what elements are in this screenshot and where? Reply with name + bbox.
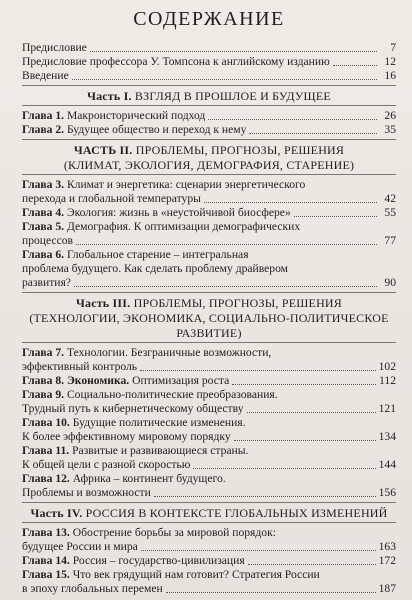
- toc-entry-chapter-15: [22, 568, 396, 596]
- page-number: 42: [384, 192, 396, 205]
- chapter-label: Глава 6.: [22, 248, 65, 261]
- part-label: Часть IV.: [30, 506, 83, 520]
- chapter-title-line: Обострение борьбы за мировой порядок:: [72, 526, 276, 539]
- toc-entry-chapter-8: [22, 374, 396, 388]
- entry-text: [22, 206, 291, 220]
- chapter-label: Глава 13.: [22, 526, 70, 539]
- part-4-heading: [22, 506, 396, 520]
- chapter-title-line: К более эффективному мировому порядку: [22, 430, 231, 443]
- toc-entry-chapter-12: [22, 472, 396, 500]
- chapter-label: Глава 4.: [22, 206, 65, 219]
- chapter-title-line: Развитые и развивающиеся страны.: [72, 444, 249, 457]
- page-number: 187: [378, 582, 396, 595]
- leader-dots: [166, 592, 376, 593]
- toc-entry-chapter-10: [22, 416, 396, 444]
- page-number: 35: [384, 123, 396, 136]
- chapter-title-line: Демография. К оптимизации демографических: [66, 220, 301, 233]
- divider: [22, 522, 396, 523]
- chapter-title-line: Проблемы и возможности: [22, 486, 151, 499]
- leader-dots: [249, 133, 377, 134]
- toc-entry-chapter-11: [22, 444, 396, 472]
- part-subtitle: (КЛИМАТ, ЭКОЛОГИЯ, ДЕМОГРАФИЯ, СТАРЕНИЕ): [63, 158, 355, 172]
- toc-entry-chapter-14: [22, 554, 396, 568]
- leader-dots: [74, 286, 377, 287]
- page-number: 12: [384, 55, 396, 68]
- page-number: 144: [378, 458, 396, 471]
- chapter-title-line: Климат и энергетика: сценарии энергетического: [66, 178, 306, 191]
- toc-entry-chapter-6: [22, 248, 396, 290]
- chapter-title-line: перехода и глобальной температуры: [22, 192, 201, 205]
- leader-dots: [154, 496, 376, 497]
- leader-dots: [333, 65, 377, 66]
- page-number: 112: [379, 374, 396, 387]
- part-label: Часть III.: [75, 296, 131, 310]
- chapter-title-line: Социально-политические преобразования.: [66, 388, 278, 401]
- chapter-title: Оптимизация роста: [132, 374, 230, 387]
- entry-text: Предисловие: [22, 41, 87, 54]
- chapter-label: Глава 12.: [22, 472, 70, 485]
- page-number: 102: [378, 360, 396, 373]
- chapter-title-line: в эпоху глобальных перемен: [22, 582, 163, 595]
- toc-entry-chapter-2: [22, 123, 396, 137]
- toc-entry-introduction: [22, 69, 396, 83]
- leader-dots: [294, 216, 377, 217]
- chapter-title-line: процессов: [22, 234, 74, 247]
- chapter-title-line: эффективный контроль: [22, 360, 138, 373]
- leader-dots: [76, 244, 377, 245]
- chapter-title-line: Будущие политические изменения.: [72, 416, 246, 429]
- page-number: 55: [384, 206, 396, 219]
- chapter-label: Глава 8.: [22, 374, 65, 387]
- page-number: 26: [384, 109, 396, 122]
- part-title: ВЗГЛЯД В ПРОШЛОЕ И БУДУЩЕЕ: [134, 89, 331, 103]
- toc-entry-chapter-7: [22, 346, 396, 374]
- chapter-title: Будущее общество и переход к нему: [66, 123, 247, 136]
- leader-dots: [90, 51, 377, 52]
- page-number: 156: [378, 486, 396, 499]
- divider: [22, 139, 396, 140]
- part-title: ПРОБЛЕМЫ, ПРОГНОЗЫ, РЕШЕНИЯ: [135, 143, 345, 157]
- chapter-label: Глава 14.: [22, 554, 70, 567]
- divider: [22, 292, 396, 293]
- chapter-title: Экология: жизнь в «неустойчивой биосфере»: [66, 206, 291, 219]
- page-number: 77: [384, 234, 396, 247]
- leader-dots: [234, 440, 376, 441]
- toc-entry-chapter-9: [22, 388, 396, 416]
- entry-text: Предисловие профессора У. Томпсона к английскому изданию: [22, 55, 330, 68]
- toc-entry-chapter-1: [22, 109, 396, 123]
- page-number: 121: [378, 402, 396, 415]
- page-number: 90: [384, 276, 396, 289]
- part-label: ЧАСТЬ II.: [73, 143, 133, 157]
- chapter-title-line: Что век грядущий нам готовит? Стратегия России: [72, 568, 320, 581]
- divider: [22, 502, 396, 503]
- toc-entry-chapter-5: [22, 220, 396, 248]
- chapter-label: Глава 3.: [22, 178, 65, 191]
- page-number: 134: [378, 430, 396, 443]
- entry-text: [22, 374, 229, 388]
- toc-entry-thompson-preface: [22, 55, 396, 69]
- toc-entry-chapter-4: [22, 206, 396, 220]
- leader-dots: [208, 119, 377, 120]
- divider: [22, 85, 396, 86]
- leader-dots: [248, 564, 376, 565]
- chapter-title-line: Трудный путь к кибернетическому обществу: [22, 402, 244, 415]
- page-number: 16: [384, 69, 396, 82]
- toc-entry-chapter-3: [22, 178, 396, 206]
- part-title: ПРОБЛЕМЫ, ПРОГНОЗЫ, РЕШЕНИЯ: [133, 296, 342, 310]
- page-number: 7: [390, 41, 396, 54]
- chapter-title-line: будущее России и мира: [22, 540, 138, 553]
- chapter-title-line: развития?: [22, 276, 71, 289]
- leader-dots: [247, 412, 376, 413]
- leader-dots: [193, 468, 375, 469]
- chapter-label: Глава 2.: [22, 123, 65, 136]
- chapter-title-line: К общей цели с разной скоростью: [22, 458, 191, 471]
- chapter-title-line: Африка – континент будущего.: [72, 472, 226, 485]
- chapter-title-line: Технологии. Безграничные возможности,: [66, 346, 272, 359]
- entry-text: [22, 109, 205, 123]
- part-3-heading: [22, 296, 396, 310]
- chapter-title-line: проблема будущего. Как сделать проблему драйвером: [22, 262, 289, 275]
- toc-entry-chapter-13: [22, 526, 396, 554]
- chapter-title-bold: Экономика.: [66, 374, 130, 387]
- leader-dots: [232, 384, 376, 385]
- divider: [22, 174, 396, 175]
- chapter-label: Глава 10.: [22, 416, 70, 429]
- page-title: СОДЕРЖАНИЕ: [133, 8, 285, 30]
- divider: [22, 342, 396, 343]
- entry-text: Введение: [22, 69, 69, 82]
- chapter-label: Глава 7.: [22, 346, 65, 359]
- entry-text: [22, 554, 245, 568]
- chapter-title: Россия – государство-цивилизация: [72, 554, 245, 567]
- page-number: 163: [378, 540, 396, 553]
- chapter-title-line: Глобальное старение – интегральная: [66, 248, 249, 261]
- chapter-title: Макроисторический подход: [66, 109, 206, 122]
- leader-dots: [141, 550, 376, 551]
- chapter-label: Глава 15.: [22, 568, 70, 581]
- leader-dots: [204, 202, 377, 203]
- leader-dots: [72, 79, 377, 80]
- toc-entry-preface: [22, 41, 396, 55]
- chapter-label: Глава 9.: [22, 388, 65, 401]
- part-subtitle: (ТЕХНОЛОГИИ, ЭКОНОМИКА, СОЦИАЛЬНО-ПОЛИТИЧЕСКОЕ: [29, 311, 389, 325]
- part-1-heading: [22, 89, 396, 103]
- part-label: Часть I.: [87, 89, 132, 103]
- divider: [22, 105, 396, 106]
- part-title: РОССИЯ В КОНТЕКСТЕ ГЛОБАЛЬНЫХ ИЗМЕНЕНИЙ: [85, 506, 388, 520]
- chapter-label: Глава 5.: [22, 220, 65, 233]
- leader-dots: [140, 370, 376, 371]
- part-2-heading: [22, 143, 396, 157]
- chapter-label: Глава 11.: [22, 444, 70, 457]
- entry-text: [22, 123, 246, 137]
- part-subtitle: РАЗВИТИЕ): [176, 326, 242, 340]
- page-number: 172: [378, 554, 396, 567]
- chapter-label: Глава 1.: [22, 109, 65, 122]
